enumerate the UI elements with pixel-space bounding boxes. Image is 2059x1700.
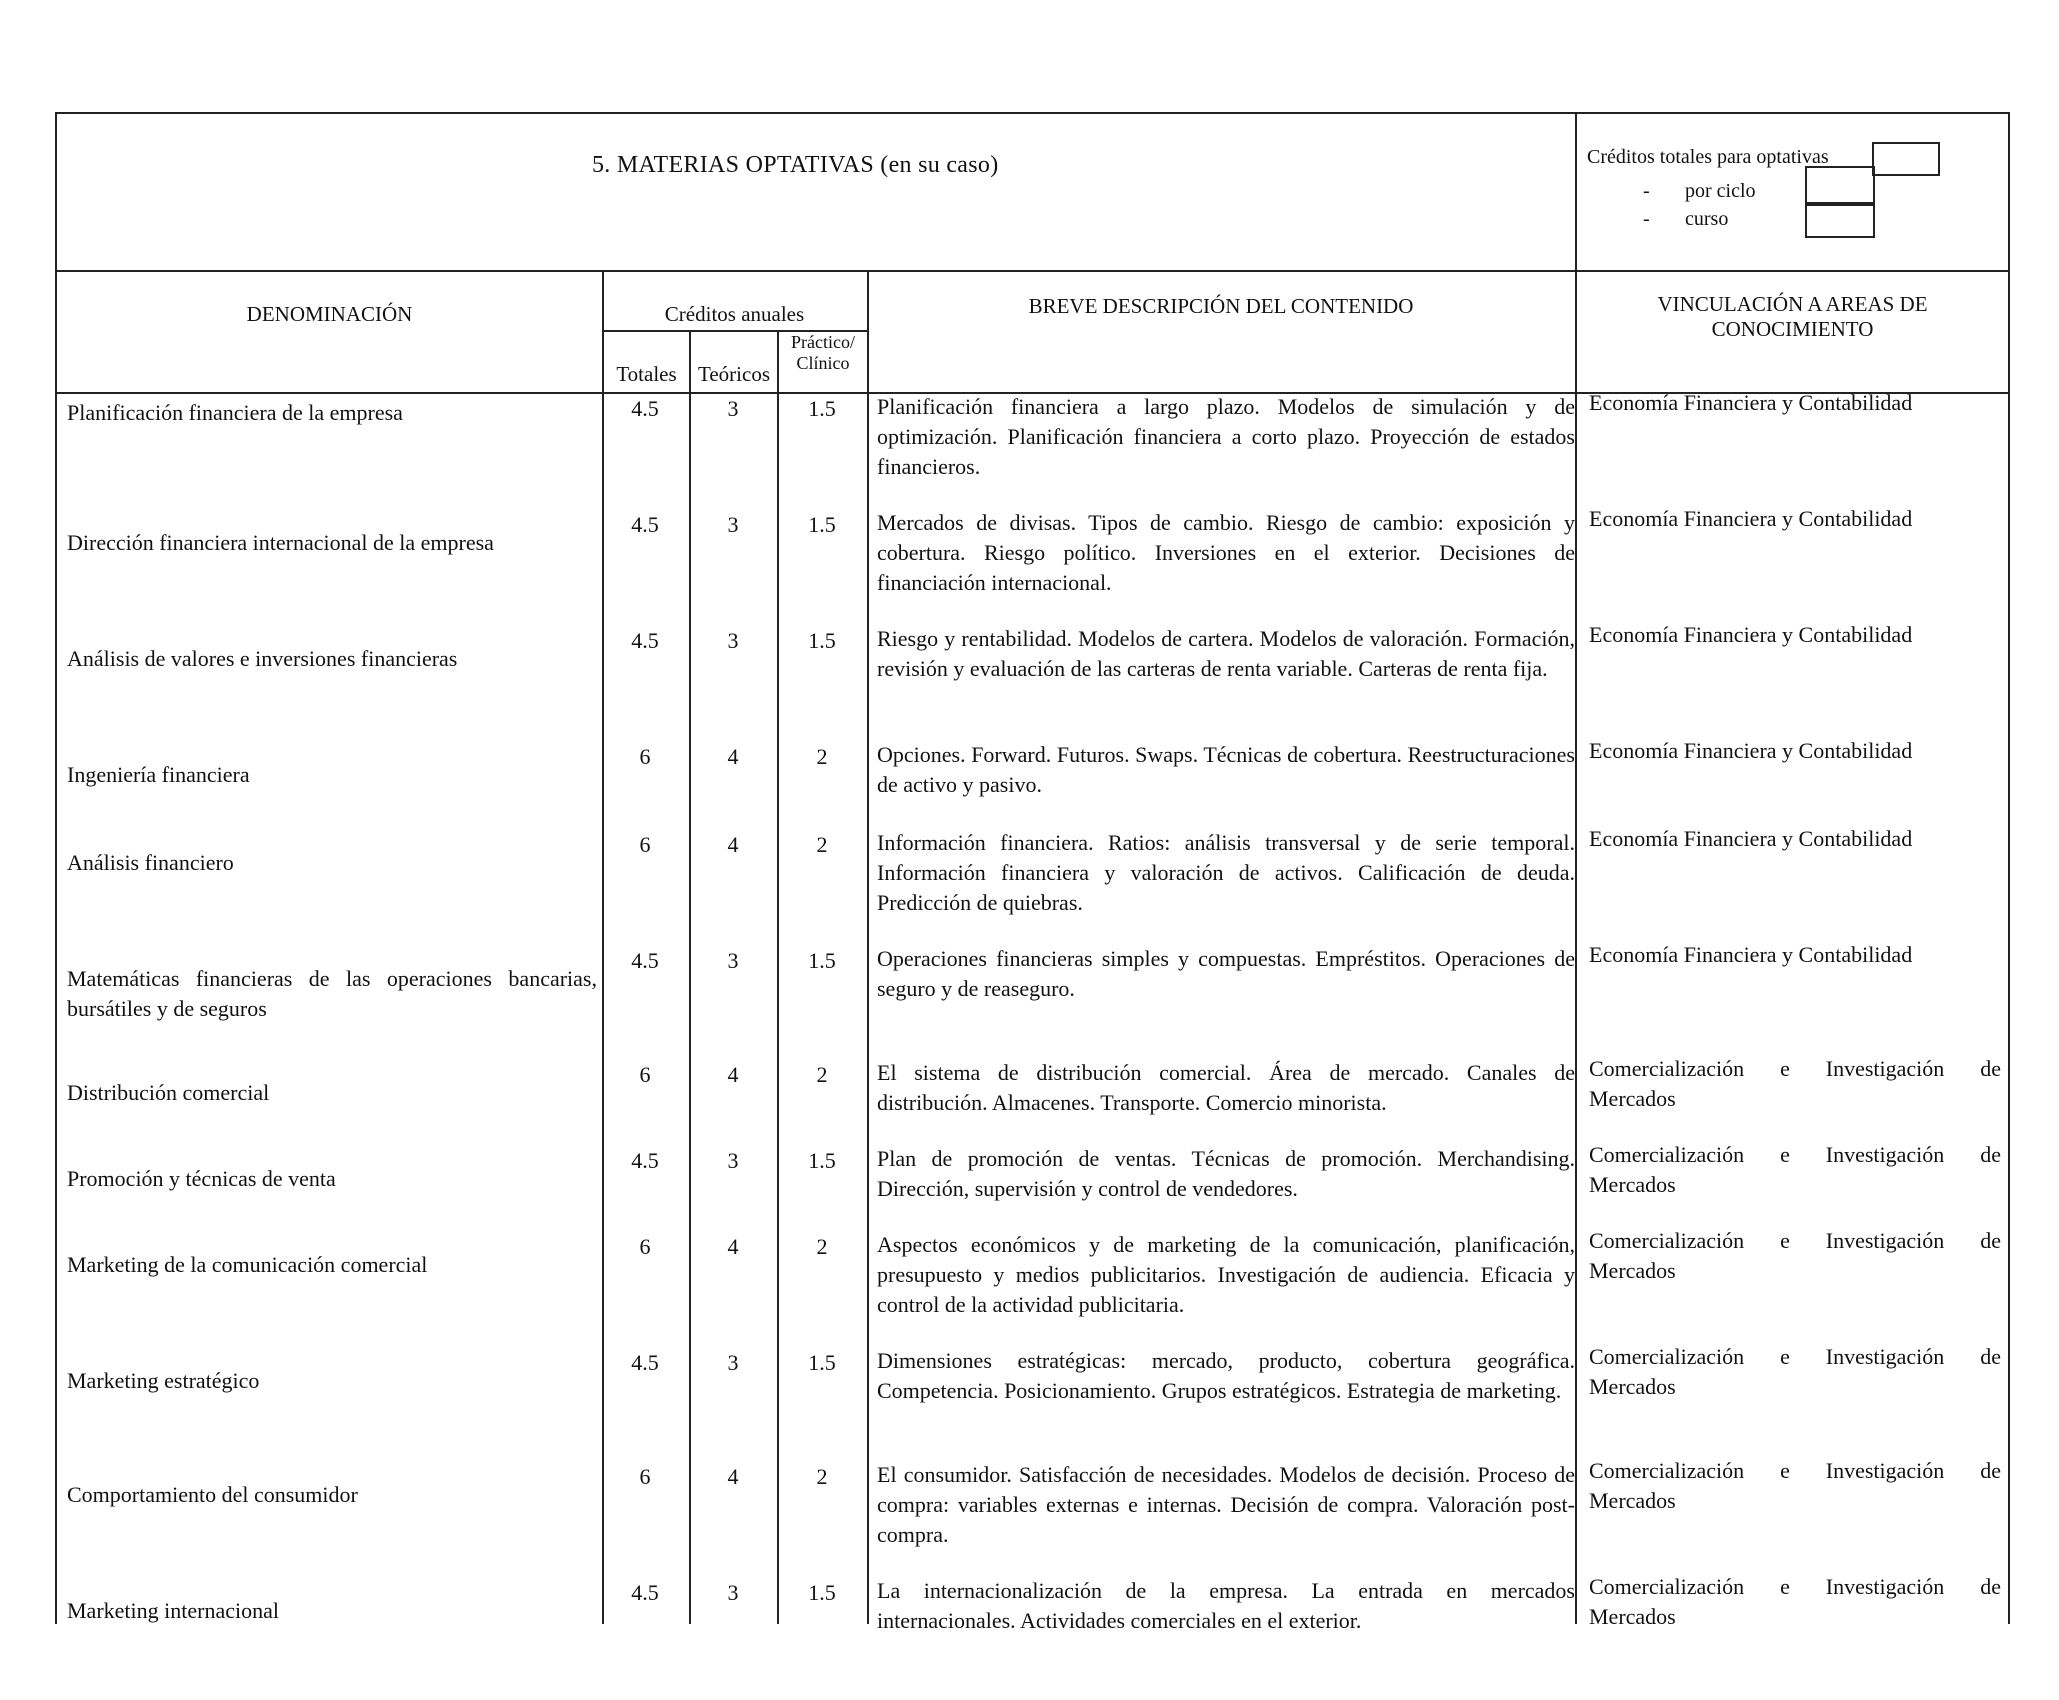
header-divider <box>1575 114 1577 270</box>
header-practico-line2: Clínico <box>796 353 850 373</box>
header-teoricos: Teóricos <box>697 362 770 386</box>
credits-practicos: 1.5 <box>808 396 836 421</box>
dash-bullet: - <box>1643 208 1650 230</box>
header-vinculacion-line1: VINCULACIÓN A AREAS DE <box>1657 292 1928 316</box>
credits-practicos: 1.5 <box>808 628 836 653</box>
knowledge-area: Comercialización e Investigación de Mercados <box>1589 1458 2001 1513</box>
credits-practicos: 2 <box>816 1234 828 1259</box>
subject-name: Planificación financiera de la empresa <box>67 400 403 425</box>
subjects-table <box>55 390 2010 1633</box>
knowledge-area: Comercialización e Investigación de Mercados <box>1589 1574 2001 1629</box>
credits-teoricos: 4 <box>727 1464 739 1489</box>
credits-teoricos: 4 <box>727 1234 739 1259</box>
credits-totales: 4.5 <box>631 1580 659 1605</box>
credits-practicos: 1.5 <box>808 948 836 973</box>
credits-practicos: 1.5 <box>808 512 836 537</box>
subject-description: El sistema de distribución comercial. Área de mercado. Canales de distribución. Almacenes. Transporte. Comercio minorista. <box>877 1060 1575 1115</box>
header-vinculacion-line2: CONOCIMIENTO <box>1711 317 1874 341</box>
knowledge-area: Comercialización e Investigación de Mercados <box>1589 1228 2001 1283</box>
credits-teoricos: 4 <box>727 744 739 769</box>
credits-totales: 4.5 <box>631 948 659 973</box>
subject-description: Operaciones financieras simples y compuestas. Empréstitos. Operaciones de seguro y de reaseguro. <box>877 946 1575 1001</box>
header-practico-line1: Práctico/ <box>791 332 855 352</box>
subject-description: Aspectos económicos y de marketing de la comunicación, planificación, presupuesto y medios publicitarios. Investigación de audiencia. Eficacia y control de la actividad publicitaria. <box>877 1232 1575 1317</box>
subject-name: Matemáticas financieras de las operaciones bancarias, bursátiles y de seguros <box>67 966 597 1021</box>
col-divider <box>1575 394 1577 1624</box>
col-divider <box>777 394 779 1624</box>
credits-practicos: 2 <box>816 744 828 769</box>
credits-teoricos: 3 <box>727 628 739 653</box>
col-divider <box>867 394 869 1624</box>
credits-practicos: 2 <box>816 1062 828 1087</box>
credits-teoricos: 3 <box>727 512 739 537</box>
credits-practicos: 1.5 <box>808 1580 836 1605</box>
header-practico <box>779 332 867 374</box>
knowledge-area: Economía Financiera y Contabilidad <box>1589 390 1913 415</box>
credits-totales: 6 <box>639 1234 651 1259</box>
subject-description: Planificación financiera a largo plazo. Modelos de simulación y de optimización. Planificación financiera a corto plazo. Proyección de estados financieros. <box>877 394 1575 479</box>
header-denominacion: DENOMINACIÓN <box>246 302 413 326</box>
credits-summary <box>1587 142 2007 234</box>
credits-totales: 6 <box>639 832 651 857</box>
credits-practicos: 2 <box>816 832 828 857</box>
subject-description: Plan de promoción de ventas. Técnicas de promoción. Merchandising. Dirección, supervisión y control de vendedores. <box>877 1146 1575 1201</box>
header-totales: Totales <box>616 362 677 386</box>
per-cycle-box <box>1805 166 1875 204</box>
credits-totales: 4.5 <box>631 628 659 653</box>
credits-total-box <box>1872 142 1940 176</box>
credits-practicos: 1.5 <box>808 1350 836 1375</box>
credits-teoricos: 4 <box>727 1062 739 1087</box>
header-creditos-anuales: Créditos anuales <box>664 302 805 326</box>
credits-practicos: 2 <box>816 1464 828 1489</box>
knowledge-area: Comercialización e Investigación de Mercados <box>1589 1142 2001 1197</box>
subject-name: Marketing de la comunicación comercial <box>67 1252 428 1277</box>
per-cycle-label: por ciclo <box>1685 180 1756 202</box>
credits-totales: 4.5 <box>631 512 659 537</box>
course-label: curso <box>1685 208 1729 230</box>
subject-description: La internacionalización de la empresa. La entrada en mercados internacionales. Actividades comerciales en el exterior. <box>877 1578 1575 1633</box>
subject-name: Dirección financiera internacional de la empresa <box>67 530 494 555</box>
credits-total-label: Créditos totales para optativas <box>1587 146 1829 168</box>
subject-description: Dimensiones estratégicas: mercado, producto, cobertura geográfica. Competencia. Posicionamiento. Grupos estratégicos. Estrategia de marketing. <box>877 1348 1575 1403</box>
subject-description: Opciones. Forward. Futuros. Swaps. Técnicas de cobertura. Reestructuraciones de activo y pasivo. <box>877 742 1575 797</box>
section-title: 5. MATERIAS OPTATIVAS (en su caso) <box>592 152 999 178</box>
col-divider <box>689 394 691 1624</box>
subject-name: Ingeniería financiera <box>67 762 250 787</box>
dash-bullet: - <box>1643 180 1650 202</box>
optional-subjects-form <box>55 112 2010 1633</box>
credits-totales: 6 <box>639 744 651 769</box>
subject-name: Marketing internacional <box>67 1598 279 1623</box>
subject-name: Distribución comercial <box>67 1080 270 1105</box>
subject-description: Mercados de divisas. Tipos de cambio. Riesgo de cambio: exposición y cobertura. Riesgo político. Inversiones en el exterior. Decisiones de financiación internacional. <box>877 510 1575 595</box>
header-descripcion: BREVE DESCRIPCIÓN DEL CONTENIDO <box>1028 294 1414 318</box>
credits-teoricos: 4 <box>727 832 739 857</box>
subject-description: Riesgo y rentabilidad. Modelos de cartera. Modelos de valoración. Formación, revisión y evaluación de las carteras de renta variable. Carteras de renta fija. <box>877 626 1575 681</box>
knowledge-area: Economía Financiera y Contabilidad <box>1589 942 1913 967</box>
column-header <box>55 272 2010 394</box>
col-divider <box>602 394 604 1624</box>
knowledge-area: Comercialización e Investigación de Mercados <box>1589 1056 2001 1111</box>
subject-description: Información financiera. Ratios: análisis transversal y de serie temporal. Información financiera y valoración de activos. Calificación de deuda. Predicción de quiebras. <box>877 830 1575 915</box>
subject-name: Comportamiento del consumidor <box>67 1482 358 1507</box>
subject-name: Análisis financiero <box>67 850 234 875</box>
credits-totales: 4.5 <box>631 1148 659 1173</box>
col-divider <box>867 272 869 392</box>
credits-teoricos: 3 <box>727 948 739 973</box>
credits-teoricos: 3 <box>727 1350 739 1375</box>
subject-name: Promoción y técnicas de venta <box>67 1166 336 1191</box>
subject-name: Marketing estratégico <box>67 1368 260 1393</box>
credits-teoricos: 3 <box>727 1580 739 1605</box>
knowledge-area: Economía Financiera y Contabilidad <box>1589 622 1913 647</box>
credits-teoricos: 3 <box>727 396 739 421</box>
subject-description: El consumidor. Satisfacción de necesidades. Modelos de decisión. Proceso de compra: variables externas e internas. Decisión de compra. Valoración post-compra. <box>877 1462 1575 1547</box>
knowledge-area: Economía Financiera y Contabilidad <box>1589 826 1913 851</box>
header-vinculacion <box>1577 292 2008 342</box>
subject-name: Análisis de valores e inversiones financieras <box>67 646 458 671</box>
knowledge-area: Economía Financiera y Contabilidad <box>1589 738 1913 763</box>
course-box <box>1805 204 1875 238</box>
credits-totales: 4.5 <box>631 1350 659 1375</box>
knowledge-area: Economía Financiera y Contabilidad <box>1589 506 1913 531</box>
knowledge-area: Comercialización e Investigación de Mercados <box>1589 1344 2001 1399</box>
credits-teoricos: 3 <box>727 1148 739 1173</box>
form-header <box>55 112 2010 272</box>
credits-totales: 4.5 <box>631 396 659 421</box>
credits-totales: 6 <box>639 1062 651 1087</box>
credits-totales: 6 <box>639 1464 651 1489</box>
credits-practicos: 1.5 <box>808 1148 836 1173</box>
